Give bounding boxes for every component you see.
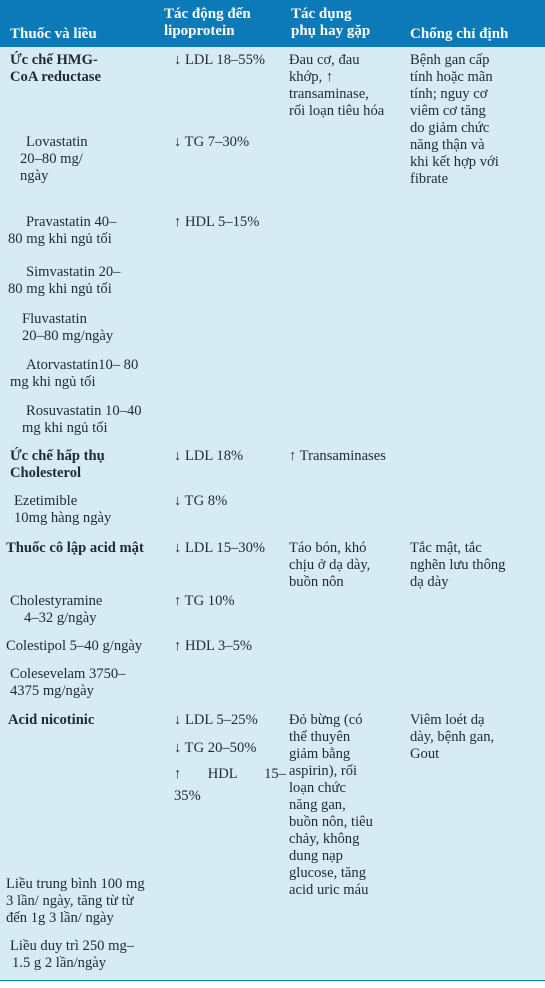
- niacin-contraindication: Gout: [410, 746, 440, 762]
- header-side-effect-2: phụ hay gặp: [291, 23, 371, 39]
- statin-contraindication: fibrate: [410, 171, 449, 187]
- niacin-side-effect: buồn nôn, tiêu: [289, 814, 373, 830]
- niacin-side-effect: aspirin), rối: [289, 763, 358, 779]
- niacin-effect-tg: ↓ TG 20–50%: [174, 740, 257, 756]
- bile-side-effect: buồn nôn: [289, 574, 344, 590]
- header-lipoprotein-effect-1: Tác động đến: [164, 6, 251, 22]
- lovastatin-dose: ngày: [20, 168, 49, 184]
- statin-contraindication: do giảm chức: [410, 120, 490, 136]
- niacin-side-effect: glucose, tăng: [289, 865, 367, 881]
- niacin-side-effect: Đỏ bừng (có: [289, 712, 363, 728]
- niacin-maintenance-dose: Liều duy trì 250 mg–: [10, 938, 135, 954]
- bile-contraindication: Tắc mật, tắc: [410, 540, 482, 556]
- table-bottom-rule: [0, 980, 545, 981]
- simvastatin-dose: Simvastatin 20–: [26, 264, 121, 280]
- table-header: [0, 0, 545, 47]
- header-side-effect-1: Tác dụng: [291, 6, 352, 22]
- fluvastatin-dose: 20–80 mg/ngày: [22, 328, 114, 344]
- niacin-effect-hdl: [174, 766, 286, 783]
- niacin-side-effect: thể thuyên: [289, 729, 351, 745]
- hdl-value: 15–: [264, 766, 286, 782]
- statin-contraindication: viêm cơ tăng: [410, 103, 486, 119]
- statin-side-effect: transaminase,: [289, 86, 369, 102]
- niacin-side-effect: năng gan,: [289, 797, 346, 813]
- niacin-side-effect: loạn chức: [289, 780, 346, 796]
- niacin-group-title: Acid nicotinic: [8, 712, 95, 728]
- niacin-side-effect: acid uric máu: [289, 882, 369, 898]
- header-contraindication: Chống chỉ định: [410, 26, 509, 42]
- pravastatin-dose: Pravastatin 40–: [26, 214, 117, 230]
- arrow-up: ↑: [174, 766, 182, 782]
- niacin-effect-ldl: ↓ LDL 5–25%: [174, 712, 258, 728]
- bile-side-effect: chịu ở dạ dày,: [289, 557, 371, 573]
- header-lipoprotein-effect-2: lipoprotein: [164, 23, 235, 39]
- statin-effect-hdl: ↑ HDL 5–15%: [174, 214, 260, 230]
- statin-contraindication: tính hoặc mãn: [410, 69, 493, 85]
- niacin-side-effect: chảy, không: [289, 831, 360, 847]
- colestipol-dose: Colestipol 5–40 g/ngày: [6, 638, 143, 654]
- niacin-contraindication: Viêm loét dạ: [410, 712, 485, 728]
- bile-effect-tg: ↑ TG 10%: [174, 593, 235, 609]
- niacin-effect-hdl-cont: 35%: [174, 788, 201, 804]
- niacin-average-dose: 3 lần/ ngày, tăng từ từ: [6, 893, 134, 909]
- ezetimibe-dose: 10mg hàng ngày: [14, 510, 112, 526]
- colesevelam-dose: 4375 mg/ngày: [10, 683, 94, 699]
- rosuvastatin-dose: Rosuvastatin 10–40: [26, 403, 142, 419]
- niacin-side-effect: giảm bằng: [289, 746, 351, 762]
- chol-effect-ldl: ↓ LDL 18%: [174, 448, 244, 464]
- cholestyramine-dose: Cholestyramine: [10, 593, 103, 609]
- bile-group-title: Thuốc cô lập acid mật: [6, 540, 144, 556]
- statin-contraindication: Bệnh gan cấp: [410, 52, 490, 68]
- bile-effect-ldl: ↓ LDL 15–30%: [174, 540, 266, 556]
- statin-contraindication: tính; nguy cơ: [410, 86, 488, 102]
- niacin-side-effect: dung nạp: [289, 848, 343, 864]
- hdl-label: HDL: [207, 766, 238, 782]
- cholestyramine-dose: 4–32 g/ngày: [24, 610, 97, 626]
- simvastatin-dose: 80 mg khi ngủ tối: [8, 281, 112, 297]
- bile-side-effect: Táo bón, khó: [289, 540, 367, 556]
- statin-side-effect: Đau cơ, đau: [289, 52, 360, 68]
- lovastatin-dose: Lovastatin: [26, 134, 88, 150]
- bile-contraindication: dạ dày: [410, 574, 449, 590]
- fluvastatin-dose: Fluvastatin: [22, 311, 87, 327]
- statin-side-effect: khớp, ↑: [289, 69, 334, 85]
- statin-effect-tg: ↓ TG 7–30%: [174, 134, 250, 150]
- atorvastatin-dose: mg khi ngủ tối: [10, 374, 96, 390]
- statin-group-title-2: CoA reductase: [10, 69, 101, 85]
- bile-contraindication: nghẽn lưu thông: [410, 557, 506, 573]
- bile-effect-hdl: ↑ HDL 3–5%: [174, 638, 253, 654]
- niacin-maintenance-dose: 1.5 g 2 lần/ngày: [12, 955, 107, 971]
- ezetimibe-dose: Ezetimible: [14, 493, 78, 509]
- rosuvastatin-dose: mg khi ngủ tối: [22, 420, 108, 436]
- chol-group-title-1: Ức chế hấp thụ: [10, 448, 105, 464]
- colesevelam-dose: Colesevelam 3750–: [10, 666, 126, 682]
- niacin-average-dose: đến 1g 3 lần/ ngày: [6, 910, 114, 926]
- lovastatin-dose: 20–80 mg/: [20, 151, 83, 167]
- chol-effect-tg: ↓ TG 8%: [174, 493, 228, 509]
- niacin-average-dose: Liều trung bình 100 mg: [6, 876, 145, 892]
- atorvastatin-dose: Atorvastatin10– 80: [26, 357, 139, 373]
- statin-contraindication: năng thận và: [410, 137, 485, 153]
- statin-group-title-1: Ức chế HMG-: [10, 52, 98, 68]
- statin-effect-ldl: ↓ LDL 18–55%: [174, 52, 266, 68]
- statin-contraindication: khi kết hợp với: [410, 154, 499, 170]
- niacin-contraindication: dày, bệnh gan,: [410, 729, 495, 745]
- chol-side-effect: ↑ Transaminases: [289, 448, 386, 464]
- header-drug-dose: Thuốc và liều: [10, 26, 97, 42]
- chol-group-title-2: Cholesterol: [10, 465, 82, 481]
- pravastatin-dose: 80 mg khi ngủ tối: [8, 231, 112, 247]
- statin-side-effect: rối loạn tiêu hóa: [289, 103, 385, 119]
